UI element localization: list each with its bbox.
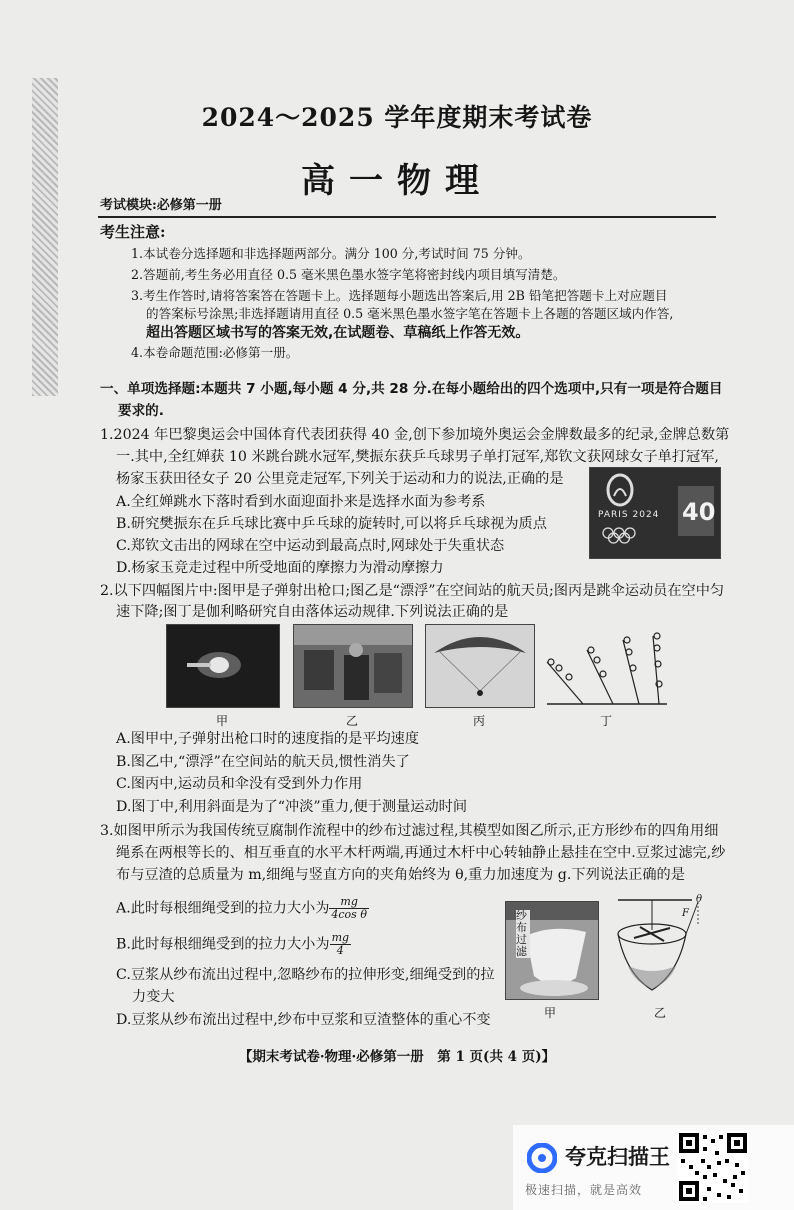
gauze-model-diagram <box>612 894 704 1004</box>
quark-logo-icon <box>527 1143 557 1173</box>
q1-stem: 1.2024 年巴黎奥运会中国体育代表团获得 40 金,创下参加境外奥运会金牌数最多的纪录,金牌总数第 <box>100 427 730 443</box>
exam-title: 2024～2025 学年度期末考试卷 <box>201 103 593 132</box>
q2-caption-d: 丁 <box>599 714 612 728</box>
subject-title: 高一物理 <box>301 161 493 201</box>
notice-item-3-emphasis: 超出答题区域书写的答案无效,在试题卷、草稿纸上作答无效。 <box>146 325 530 341</box>
q1-stem-2: 一.其中,全红婵获 10 米跳台跳水冠军,樊振东获乒乓球男子单打冠军,郑钦文获网球女子单打冠军, <box>116 449 719 465</box>
q2-option-a: A.图甲中,子弹射出枪口时的速度指的是平均速度 <box>116 731 420 747</box>
q3-caption-b: 乙 <box>653 1006 666 1020</box>
exam-module: 考试模块:必修第一册 <box>100 198 222 213</box>
divider <box>98 216 716 218</box>
q3-option-b <box>116 932 351 957</box>
paris-2024-text: PARIS 2024 <box>598 510 660 520</box>
tofu-photo-label: 纱布过滤 <box>516 910 530 958</box>
section-heading-cont: 要求的. <box>118 403 164 419</box>
q2-option-c: C.图丙中,运动员和伞没有受到外力作用 <box>116 776 363 792</box>
scanner-watermark <box>513 1125 794 1210</box>
force-label: F <box>682 908 689 919</box>
q3-option-b-text: B.此时每根细绳受到的拉力大小为 <box>116 936 330 953</box>
q3-option-a-fraction: $\frac{mg}{\text{4cos θ}}$ <box>331 895 367 921</box>
notice-item-3: 3.考生作答时,请将答案答在答题卡上。选择题每小题选出答案后,用 2B 铅笔把答题卡上对应题目 <box>131 288 668 303</box>
q1-option-b: B.研究樊振东在乒乓球比赛中乒乓球的旋转时,可以将乒乓球视为质点 <box>116 516 547 532</box>
q2-option-b: B.图乙中,“漂浮”在空间站的航天员,惯性消失了 <box>116 754 410 770</box>
parachute-photo <box>425 624 535 708</box>
section-heading: 一、单项选择题:本题共 7 小题,每小题 4 分,共 28 分.在每小题给出的四个选项中,只有一项是符合题目 <box>100 381 723 397</box>
notice-heading: 考生注意: <box>100 223 166 241</box>
q3-stem: 3.如图甲所示为我国传统豆腐制作流程中的纱布过滤过程,其模型如图乙所示,正方形纱布的四角用细 <box>100 823 719 839</box>
notice-item-3-cont: 的答案标号涂黑;非选择题请用直径 0.5 毫米黑色墨水签字笔在答题卡上各题的答题区域内作答, <box>146 306 674 321</box>
q1-option-c: C.郑钦文击出的网球在空中运动到最高点时,网球处于失重状态 <box>116 538 505 554</box>
q2-caption-b: 乙 <box>345 714 358 728</box>
q2-stem: 2.以下四幅图片中:图甲是子弹射出枪口;图乙是“漂浮”在空间站的航天员;图丙是跳伞运动员在空中匀 <box>100 583 725 599</box>
galileo-incline-diagram <box>543 624 669 708</box>
notice-item-4: 4.本卷命题范围:必修第一册。 <box>131 345 299 360</box>
q1-option-a: A.全红婵跳水下落时看到水面迎面扑来是选择水面为参考系 <box>116 494 486 510</box>
q3-stem-2: 绳系在两根等长的、相互垂直的水平木杆两端,再通过木杆中心转轴静止悬挂在空中.豆浆过滤完,纱 <box>116 845 726 861</box>
q3-caption-a: 甲 <box>543 1006 556 1020</box>
q3-option-c: C.豆浆从纱布流出过程中,忽略纱布的拉伸形变,细绳受到的拉 <box>116 967 495 983</box>
scanner-brand: 夸克扫描王 <box>565 1145 670 1169</box>
paris-2024-image <box>589 467 721 559</box>
qr-code-icon <box>677 1131 749 1203</box>
q3-option-b-fraction: $\frac{mg}{4}$ <box>331 931 350 957</box>
q1-stem-3: 杨家玉获田径女子 20 公里竞走冠军,下列关于运动和力的说法,正确的是 <box>116 471 564 487</box>
q3-option-d: D.豆浆从纱布流出过程中,纱布中豆浆和豆渣整体的重心不变 <box>116 1012 491 1028</box>
notice-item-1: 1.本试卷分选择题和非选择题两部分。满分 100 分,考试时间 75 分钟。 <box>131 246 531 261</box>
q3-stem-3: 布与豆渣的总质量为 m,细绳与竖直方向的夹角始终为 θ,重力加速度为 g.下列说法正确的是 <box>116 867 685 883</box>
angle-label: θ <box>696 894 703 905</box>
tofu-filter-photo <box>505 901 599 1000</box>
q3-option-c-cont: 力变大 <box>132 989 175 1005</box>
q2-caption-c: 丙 <box>472 714 485 728</box>
gold-count: 40 <box>682 498 716 526</box>
astronaut-photo <box>293 624 413 708</box>
q1-option-d: D.杨家玉竞走过程中所受地面的摩擦力为滑动摩擦力 <box>116 560 444 576</box>
q2-caption-a: 甲 <box>215 714 228 728</box>
bullet-photo <box>166 624 280 708</box>
scanner-slogan: 极速扫描，就是高效 <box>525 1183 643 1197</box>
q2-option-d: D.图丁中,利用斜面是为了“冲淡”重力,便于测量运动时间 <box>116 799 468 815</box>
q3-option-a <box>116 896 369 921</box>
q2-stem-2: 速下降;图丁是伽利略研究自由落体运动规律.下列说法正确的是 <box>116 604 509 620</box>
page-footer: 【期末考试卷·物理·必修第一册 第 1 页(共 4 页)】 <box>238 1049 556 1065</box>
q3-option-a-text: A.此时每根细绳受到的拉力大小为 <box>116 900 330 917</box>
notice-item-2: 2.答题前,考生务必用直径 0.5 毫米黑色墨水签字笔将密封线内项目填写清楚。 <box>131 267 566 282</box>
